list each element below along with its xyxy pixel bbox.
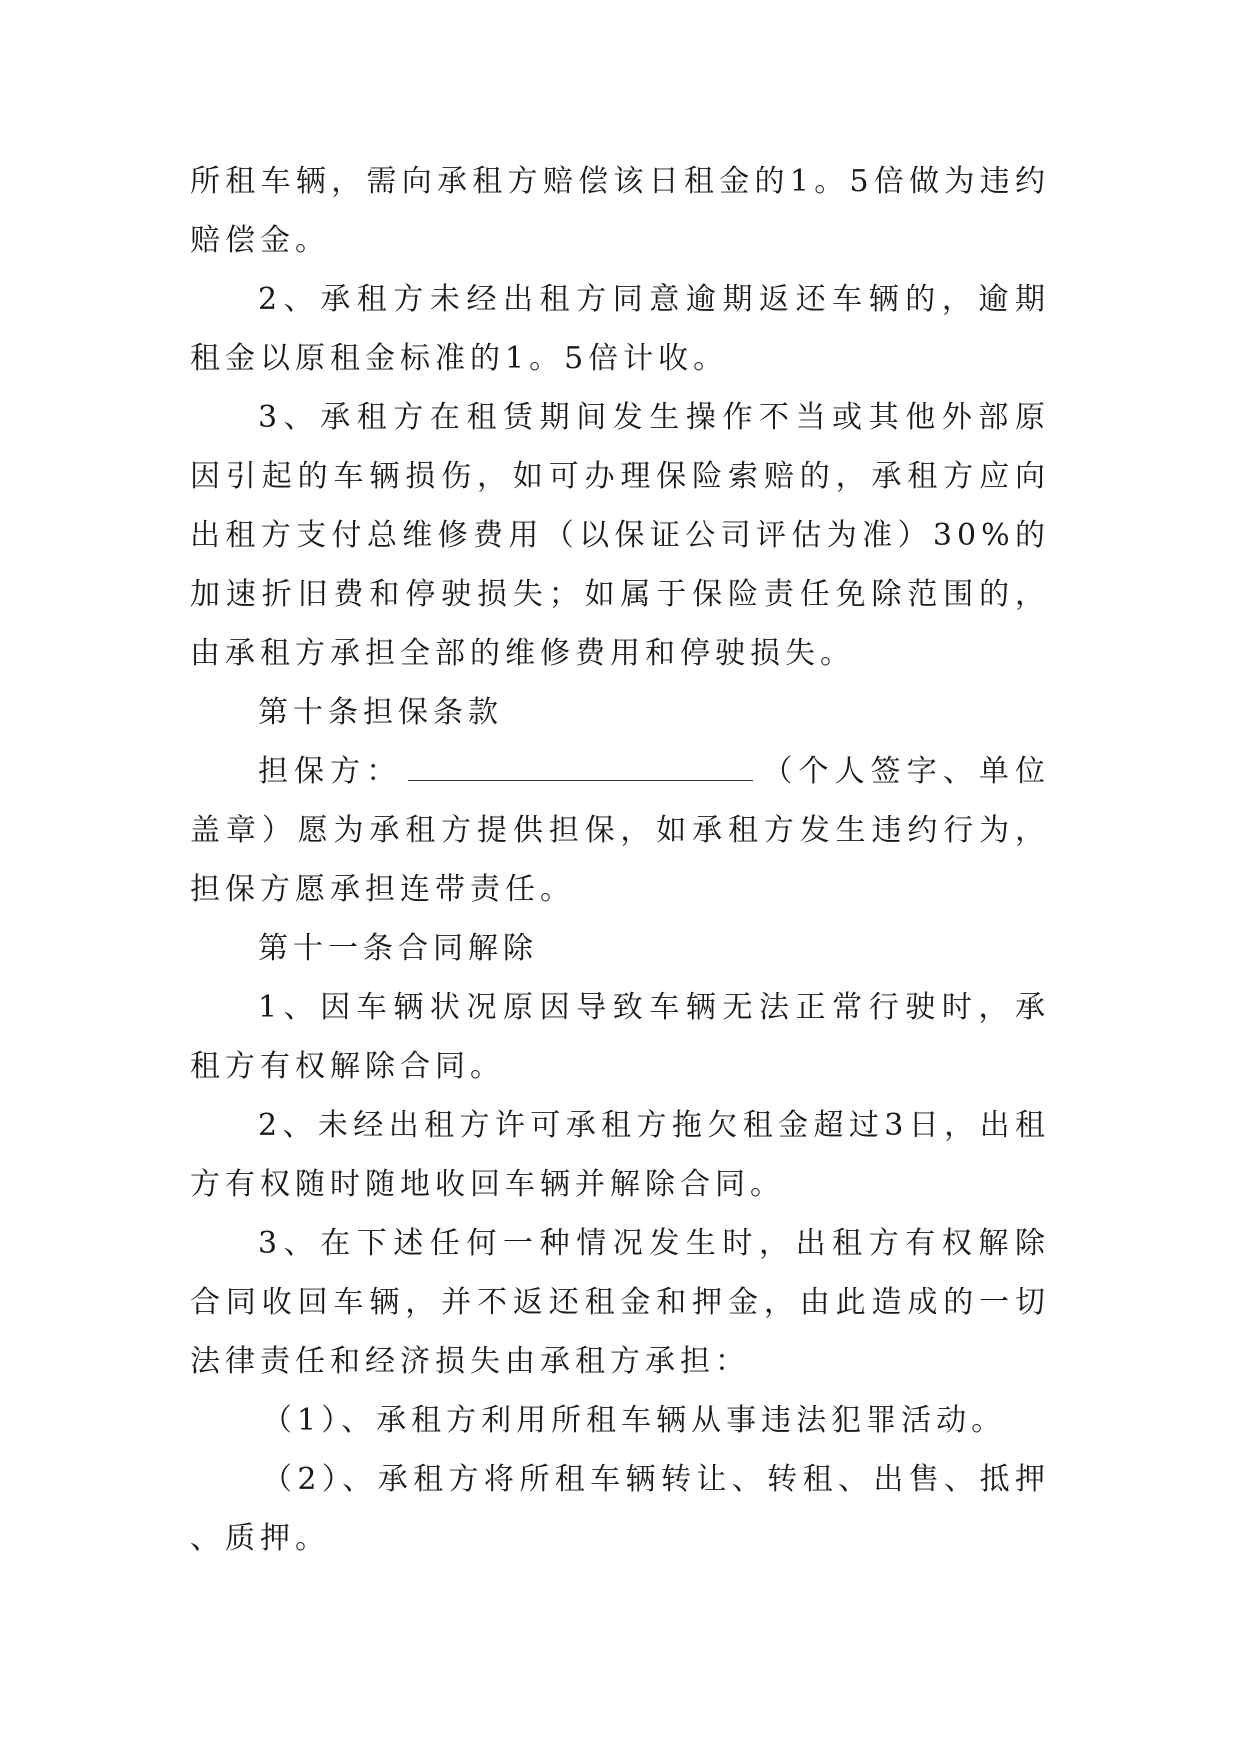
paragraph-overdue-return: 2、承租方未经出租方同意逾期返还车辆的，逾期租金以原租金标准的1。5倍计收。: [190, 282, 1050, 376]
document-body: [190, 152, 1050, 1568]
list-item-transfer-sublease: （2）、承租方将所租车辆转让、转租、出售、抵押、质押。: [190, 1462, 1050, 1556]
paragraph-termination-rent-arrears: 2、未经出租方许可承租方拖欠租金超过3日，出租方有权随时随地收回车辆并解除合同。: [190, 1108, 1050, 1202]
guarantor-label: 担保方：: [258, 754, 403, 789]
paragraph-breach-compensation-continued: 所租车辆，需向承租方赔偿该日租金的1。5倍做为违约赔偿金。: [190, 164, 1050, 258]
guarantor-signature-blank: [408, 752, 753, 781]
paragraph-termination-vehicle-condition: 1、因车辆状况原因导致车辆无法正常行驶时，承租方有权解除合同。: [190, 990, 1050, 1084]
section-heading-termination: 第十一条合同解除: [258, 931, 538, 966]
section-heading-guarantee: 第十条担保条款: [258, 695, 503, 730]
guarantor-clause-text: （个人签字、单位盖章）愿为承租方提供担保，如承租方发生违约行为，担保方愿承担连带责任。: [190, 754, 1051, 907]
paragraph-vehicle-damage: 3、承租方在租赁期间发生操作不当或其他外部原因引起的车辆损伤，如可办理保险索赔的，承租方应向出租方支付总维修费用（以保证公司评估为准）30%的加速折旧费和停驶损失；如属于保险责任免除范围的，由承租方承担全部的维修费用和停驶损失。: [190, 400, 1050, 671]
paragraph-termination-conditions: 3、在下述任何一种情况发生时，出租方有权解除合同收回车辆，并不返还租金和押金，由此造成的一切法律责任和经济损失由承租方承担：: [190, 1226, 1050, 1379]
list-item-illegal-use: （1）、承租方利用所租车辆从事违法犯罪活动。: [262, 1403, 1007, 1438]
paragraph-guarantor: [190, 742, 1050, 919]
